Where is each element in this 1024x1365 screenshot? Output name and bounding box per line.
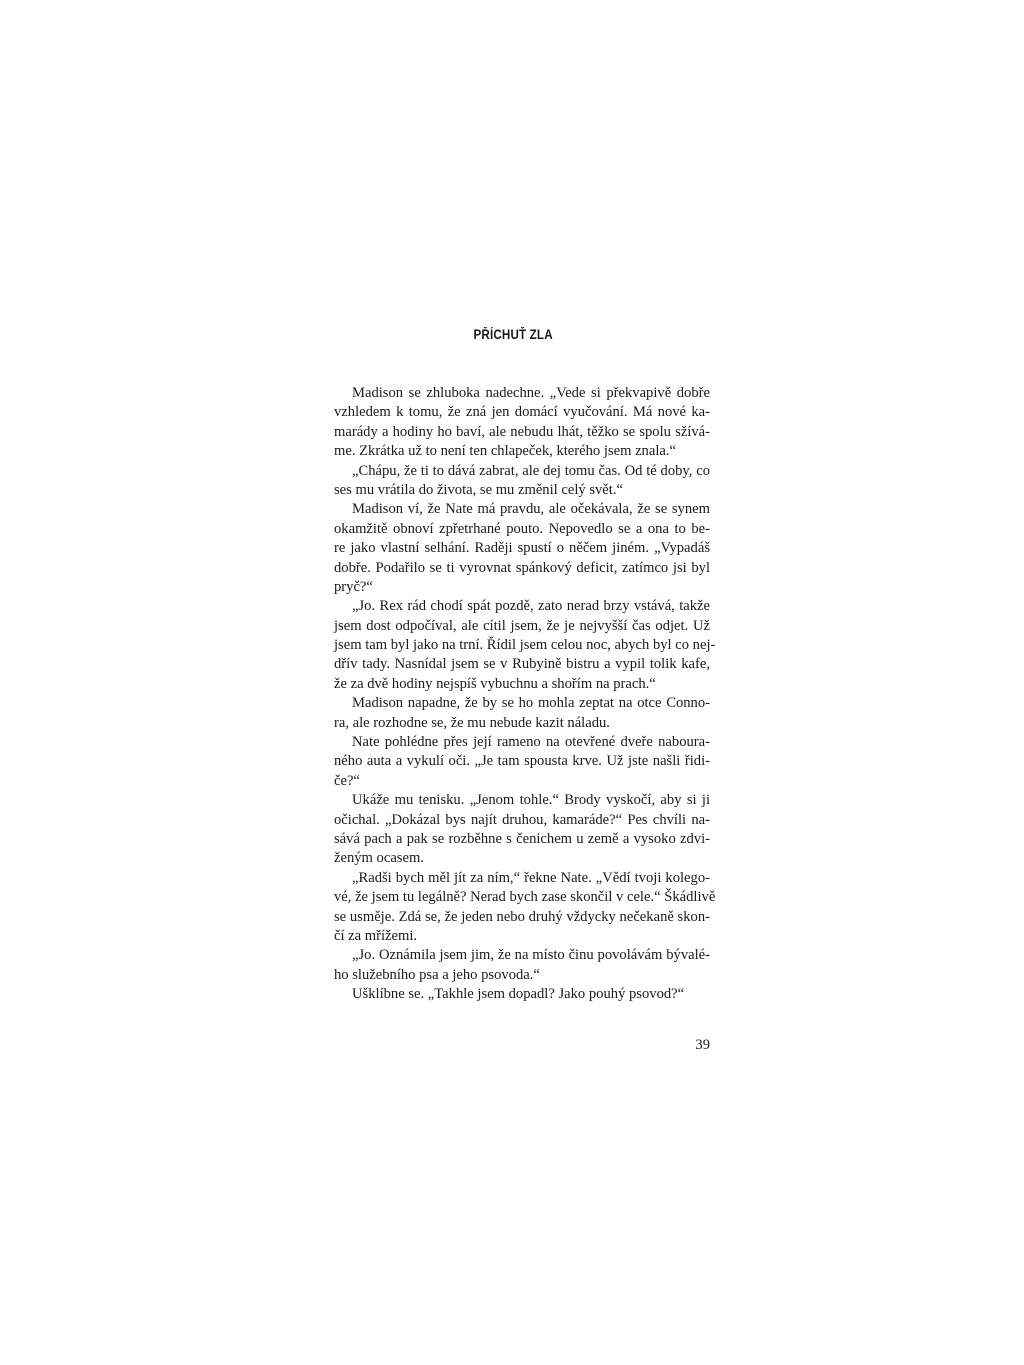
body-text (334, 384, 716, 1005)
text-line: „Jo. Rex rád chodí spát pozdě, zato nerad brzy vstává, takže (352, 598, 710, 615)
text-line: očichal. „Dokázal bys najít druhou, kamaráde?“ Pes chvíli na- (334, 811, 710, 828)
text-line: Nate pohlédne přes její rameno na otevřené dveře naboura- (352, 734, 710, 751)
text-line: vé, že jsem tu legálně? Nerad bych zase skončil v cele.“ Škádlivě (334, 889, 716, 906)
text-line: sává pach a pak se rozběhne s čenichem u země a vysoko zdvi- (334, 830, 710, 847)
text-line: „Chápu, že ti to dává zabrat, ale dej tomu čas. Od té doby, co (352, 462, 710, 479)
text-line: re jako vlastní selhání. Raději spustí o něčem jiném. „Vypadáš (334, 540, 710, 557)
text-line: Madison se zhluboka nadechne. „Vede si překvapivě dobře (352, 385, 710, 401)
text-line: pryč?“ (334, 578, 373, 595)
text-line: Ukáže mu tenisku. „Jenom tohle.“ Brody vyskočí, aby si ji (352, 792, 710, 809)
text-line: jsem tam byl jako na trní. Řídil jsem celou noc, abych byl co nej- (334, 637, 716, 654)
text-line: jsem dost odpočíval, ale cítil jsem, že je nejvyšší čas odjet. Už (334, 617, 710, 634)
text-line: marády a hodiny ho baví, ale nebudu lhát, těžko se spolu sžívá- (334, 423, 710, 440)
text-line: Madison napadne, že by se ho mohla zeptat na otce Conno- (352, 695, 710, 712)
running-header: PŘÍCHUŤ ZLA (473, 327, 553, 342)
text-line: če?“ (334, 772, 360, 789)
text-line: čí za mřížemi. (334, 927, 418, 944)
text-line: „Radši bych měl jít za ním,“ řekne Nate. „Vědí tvoji kolego- (352, 869, 710, 886)
text-line: ženým ocasem. (334, 850, 424, 867)
text-line: Madison ví, že Nate má pravdu, ale očekávala, že se synem (352, 501, 710, 518)
text-line: se usměje. Zdá se, že jeden nebo druhý vždycky nečekaně skon- (334, 908, 710, 925)
text-line: ses mu vrátila do života, se mu změnil celý svět.“ (334, 481, 623, 498)
text-line: vzhledem k tomu, že zná jen domácí vyučování. Má nové ka- (334, 404, 710, 421)
text-line: dobře. Podařilo se ti vyrovnat spánkový deficit, zatímco jsi byl (334, 559, 710, 576)
text-line: ra, ale rozhodne se, že mu nebude kazit náladu. (334, 714, 610, 731)
text-line: Ušklíbne se. „Takhle jsem dopadl? Jako pouhý psovod?“ (352, 986, 685, 1003)
text-line: me. Zkrátka už to není ten chlapeček, kterého jsem znala.“ (334, 443, 676, 460)
text-line: dřív tady. Nasnídal jsem se v Rubyině bistru a vypil tolik kafe, (334, 656, 710, 673)
text-line: „Jo. Oznámila jsem jim, že na místo činu povolávám bývalé- (352, 947, 710, 964)
text-line: ho služebního psa a jeho psovoda.“ (334, 966, 540, 983)
page-number: 39 (695, 1037, 710, 1053)
text-line: ného auta a vykulí oči. „Je tam spousta krve. Už jste našli řidi- (334, 753, 710, 770)
text-line: že za dvě hodiny nejspíš vybuchnu a shořím na prach.“ (334, 675, 656, 692)
text-line: okamžitě obnoví zpřetrhané pouto. Nepovedlo se a ona to be- (334, 520, 710, 537)
